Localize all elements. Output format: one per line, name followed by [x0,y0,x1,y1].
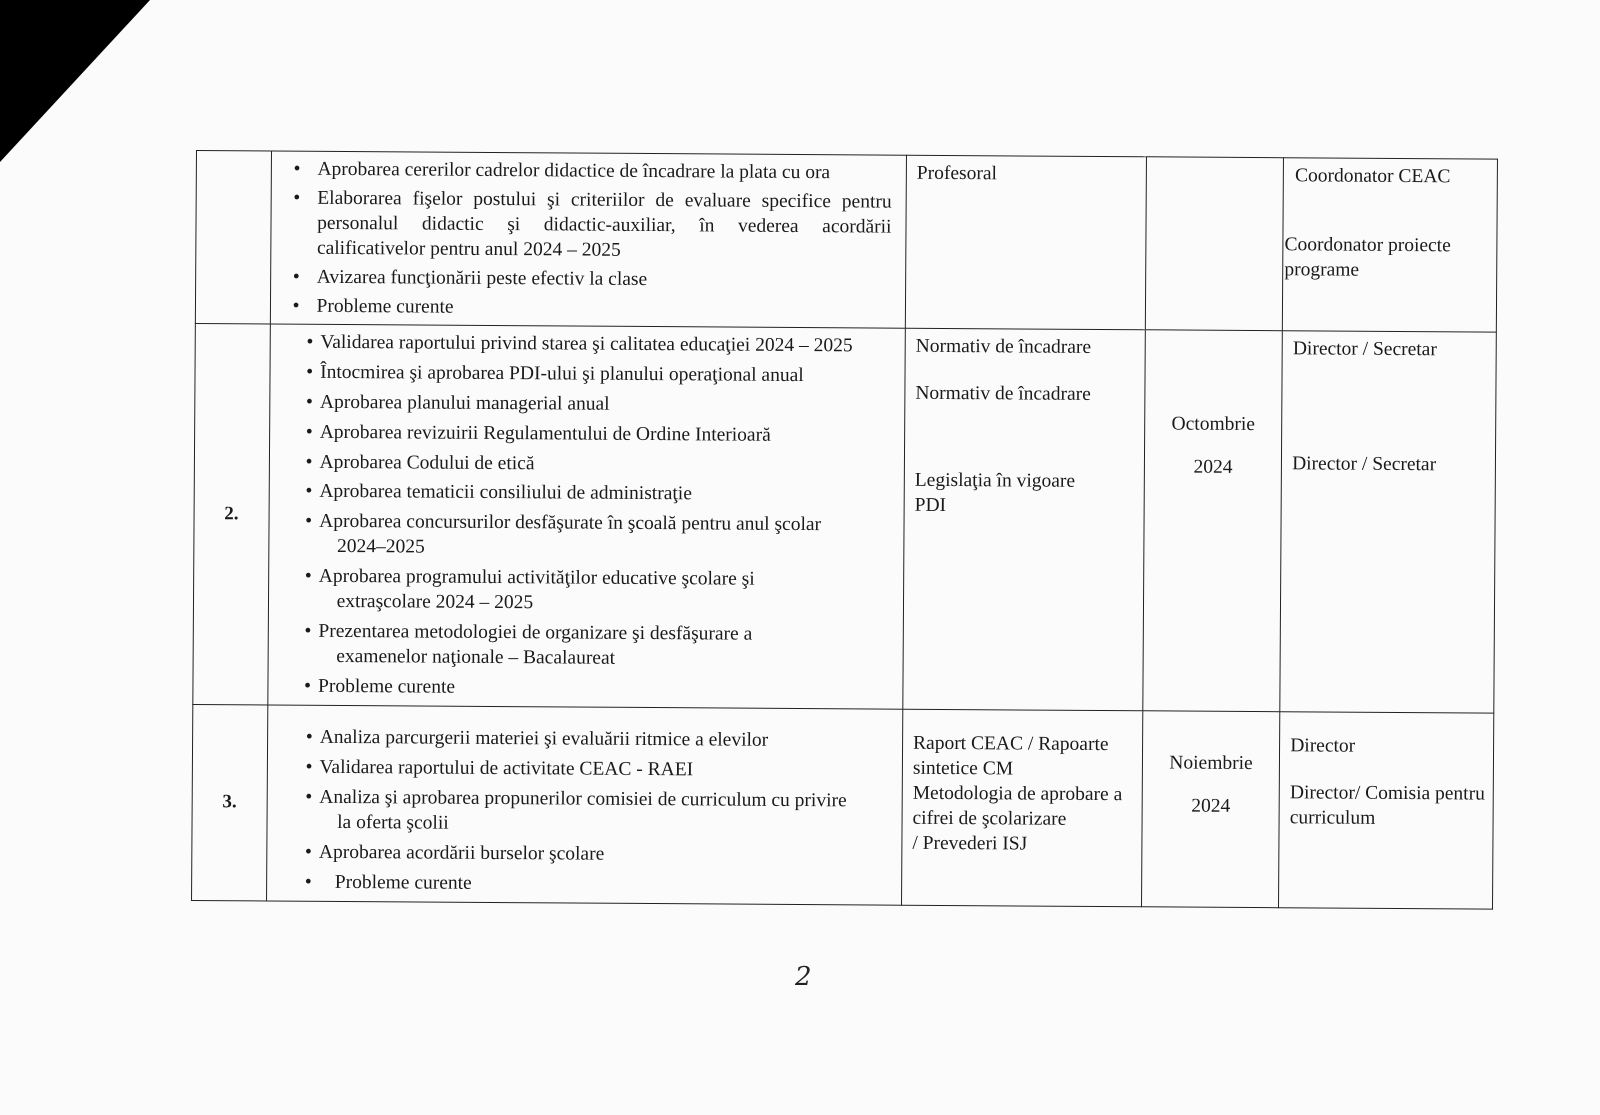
document-ref: PDI [914,494,947,516]
activities-cell [270,151,906,328]
document-ref: Normativ de încadrare [915,382,1091,405]
activity-plan-table [191,150,1498,910]
activity-item: • Probleme curente [304,675,889,704]
activity-item: • Validarea raportului privind starea şi calitatea educaţiei 2024 – 2025 [306,330,891,359]
activity-item: • Probleme curente [305,871,888,900]
term-cell [1145,157,1283,331]
document-ref: / Prevederi ISJ [912,832,1028,855]
responsible-cell [1280,330,1496,713]
activities-cell [266,705,903,905]
activity-item: • Întocmirea şi aprobarea PDI-ului şi planului operaţional anual [306,360,891,389]
activity-list [271,152,906,324]
documents-cell [901,709,1142,907]
activity-item: • Probleme curente [291,294,892,323]
activity-item: • Validarea raportului de activitate CEAC - RAEI [305,756,888,785]
document-ref: Raport CEAC / Rapoarte [912,732,1109,756]
documents-cell [905,155,1146,329]
activity-item [305,786,888,840]
page-number: 2 [795,962,812,992]
term-month: Noiembrie [1169,752,1253,775]
table-row [192,705,1494,910]
responsible-person: Director / Secretar [1292,337,1437,360]
activity-text: Prezentarea metodologiei de organizare şi desfăşurare a [318,621,753,645]
activity-list [267,706,903,900]
responsible-cell [1282,158,1497,332]
row-number [195,151,271,324]
activity-item: • Aprobarea cererilor cadrelor didactice de încadrare la plata cu ora [291,158,892,187]
responsible-person: Director / Secretar [1292,452,1437,475]
term-month: Octombrie [1171,413,1256,435]
activity-text-continued: examenelor naţionale – Bacalaureat [336,646,616,669]
documents-cell [903,328,1146,711]
term-cell [1143,330,1283,712]
activity-item: • Aprobarea Codului de etică [305,450,890,479]
activity-item: • Aprobarea planului managerial anual [306,390,891,419]
responsible-person: Coordonator proiecte programe [1284,234,1451,281]
document-ref: Metodologia de aprobare a [912,782,1123,806]
document-ref: Normativ de încadrare [915,335,1092,358]
activity-item: • Aprobarea acordării burselor şcolare [305,841,888,870]
activities-cell [267,324,905,710]
table-row [193,323,1497,713]
activity-item: • Aprobarea tematicii consiliului de administraţie [305,480,890,509]
activity-text: Analiza şi aprobarea propunerilor comisiei de curriculum cu privire [319,786,847,812]
row-number: 3. [192,705,268,901]
activity-text: Aprobarea concursurilor desfăşurate în şcoală pentru anul şcolar [319,511,822,536]
document-ref: Legislaţia în vigoare [914,469,1076,492]
document-ref: sintetice CM [912,757,1014,780]
activity-item [304,620,889,674]
activity-text-continued: extraşcolare 2024 – 2025 [336,591,534,614]
activity-text-continued: 2024–2025 [336,536,425,558]
term-year: 2024 [1193,456,1233,478]
activity-item: • Analiza parcurgerii materiei şi evaluării ritmice a elevilor [306,726,889,755]
row-number: 2. [193,323,270,705]
activity-item: • Avizarea funcţionării peste efectiv la clase [291,265,892,294]
activity-item: • Elaborarea fişelor postului şi criteriilor de evaluare specifice pentru personalul didactic şi didactic-auxiliar, în vederea acordării calificativelor pentru anul 2024 – 2025 [291,187,892,266]
responsible-person: Director [1290,735,1356,757]
activity-text: Aprobarea programului activităţilor educative şcolare şi [318,566,755,591]
activity-item: • Aprobarea revizuirii Regulamentului de Ordine Interioară [306,420,891,449]
term-year: 2024 [1191,795,1231,817]
activity-text-continued: la oferta şcolii [337,811,449,834]
responsible-cell [1279,712,1494,909]
responsible-person: Coordonator CEAC [1294,165,1451,188]
responsible-person: Director/ Comisia pentru curriculum [1289,782,1485,829]
document-ref: cifrei de şcolarizare [912,807,1067,830]
activity-list [268,324,905,704]
table-row [195,151,1497,332]
document-ref: Profesoral [916,162,998,185]
activity-item [305,510,890,564]
term-cell [1142,711,1280,908]
activity-item [305,565,890,619]
